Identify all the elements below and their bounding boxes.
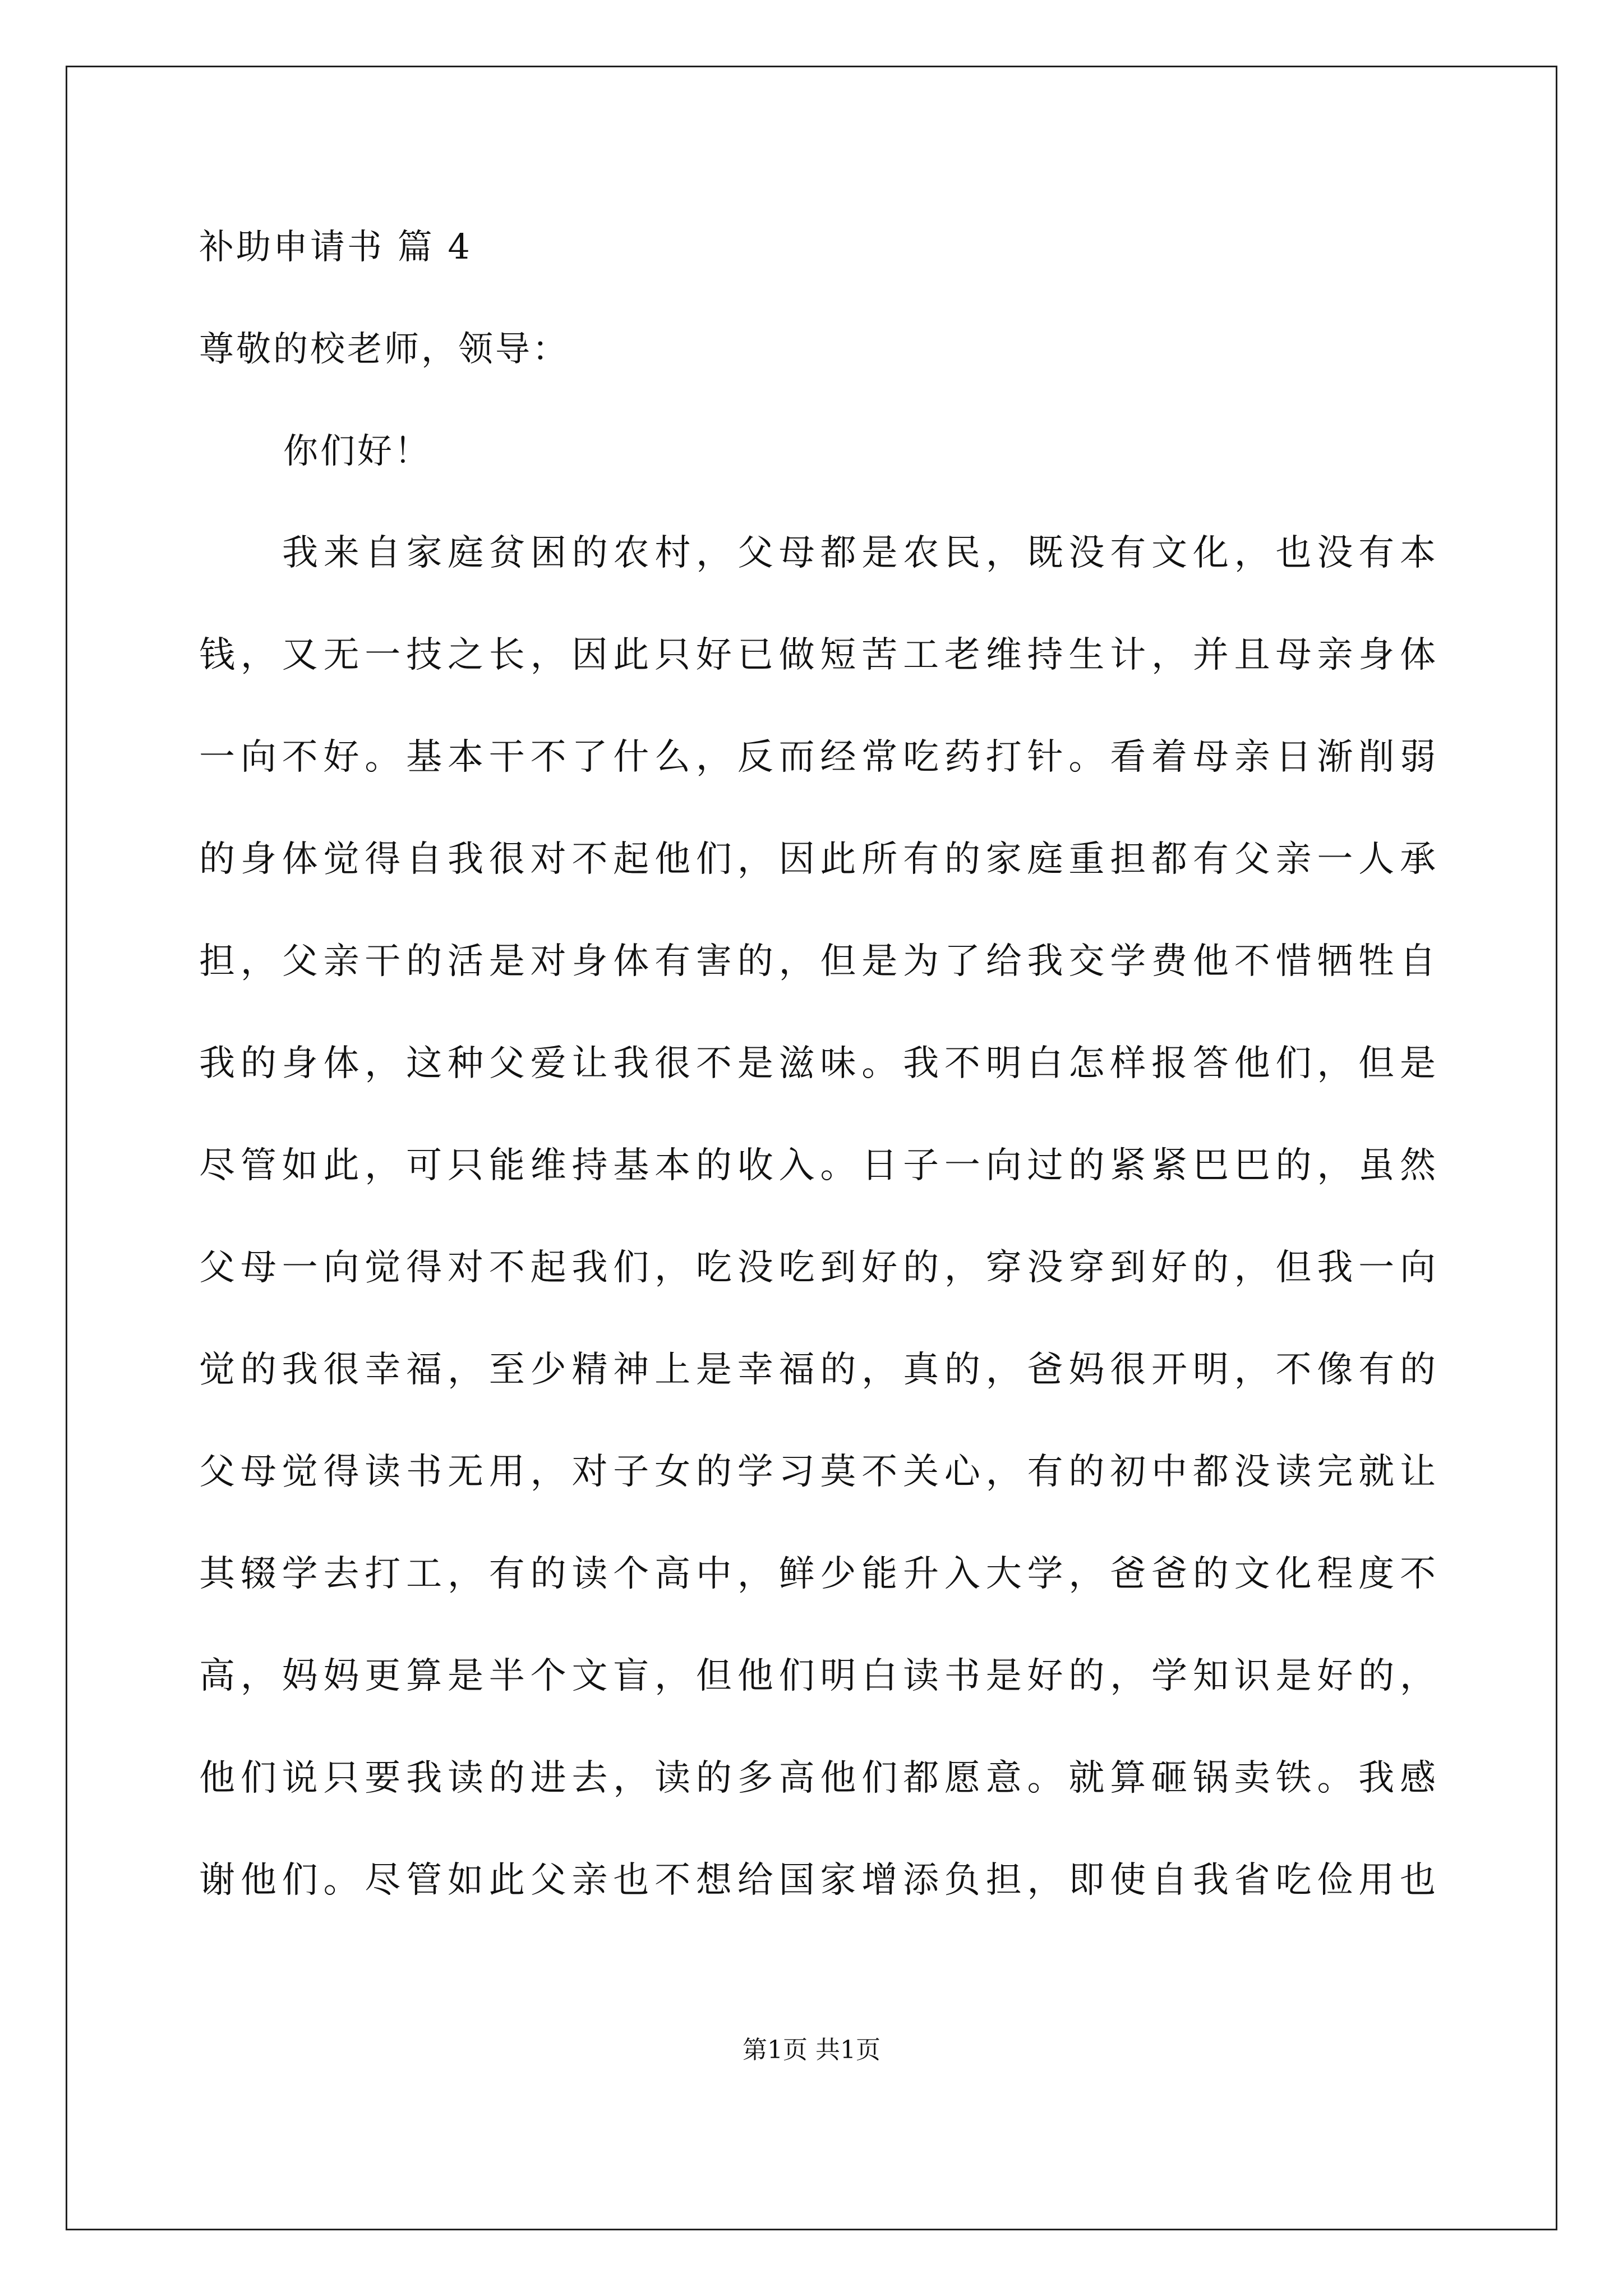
body-line: 高，妈妈更算是半个文盲，但他们明白读书是好的，学知识是好的，: [199, 1655, 1436, 1697]
body-line: 父母一向觉得对不起我们，吃没吃到好的，穿没穿到好的，但我一向: [199, 1247, 1436, 1289]
body-paragraph: [199, 528, 1436, 1906]
body-line: 担，父亲干的活是对身体有害的，但是为了给我交学费他不惜牺牲自: [199, 941, 1436, 982]
page-footer: 第1页 共1页: [743, 2036, 880, 2064]
greeting: 你们好！: [283, 430, 432, 471]
body-line: 觉的我很幸福，至少精神上是幸福的，真的，爸妈很开明，不像有的: [199, 1349, 1436, 1391]
body-line: 钱，又无一技之长，因此只好已做短苦工老维持生计，并且母亲身体: [199, 634, 1436, 676]
document-title: 补助申请书 篇 4: [199, 226, 472, 267]
salutation: 尊敬的校老师，领导：: [199, 328, 570, 369]
body-line: 他们说只要我读的进去，读的多高他们都愿意。就算砸锅卖铁。我感: [199, 1757, 1436, 1799]
body-line: 其辍学去打工，有的读个高中，鲜少能升入大学，爸爸的文化程度不: [199, 1553, 1436, 1595]
body-line: 的身体觉得自我很对不起他们，因此所有的家庭重担都有父亲一人承: [199, 839, 1436, 880]
body-line: 谢他们。尽管如此父亲也不想给国家增添负担，即使自我省吃俭用也: [199, 1860, 1436, 1901]
body-line: 我来自家庭贫困的农村，父母都是农民，既没有文化，也没有本: [282, 532, 1436, 574]
document-content: [199, 222, 1436, 1957]
body-line: 我的身体，这种父爱让我很不是滋味。我不明白怎样报答他们，但是: [199, 1043, 1436, 1084]
body-line: 一向不好。基本干不了什么，反而经常吃药打针。看着母亲日渐削弱: [199, 737, 1436, 778]
body-line: 尽管如此，可只能维持基本的收入。日子一向过的紧紧巴巴的，虽然: [199, 1145, 1436, 1186]
body-line: 父母觉得读书无用，对子女的学习莫不关心，有的初中都没读完就让: [199, 1451, 1436, 1493]
